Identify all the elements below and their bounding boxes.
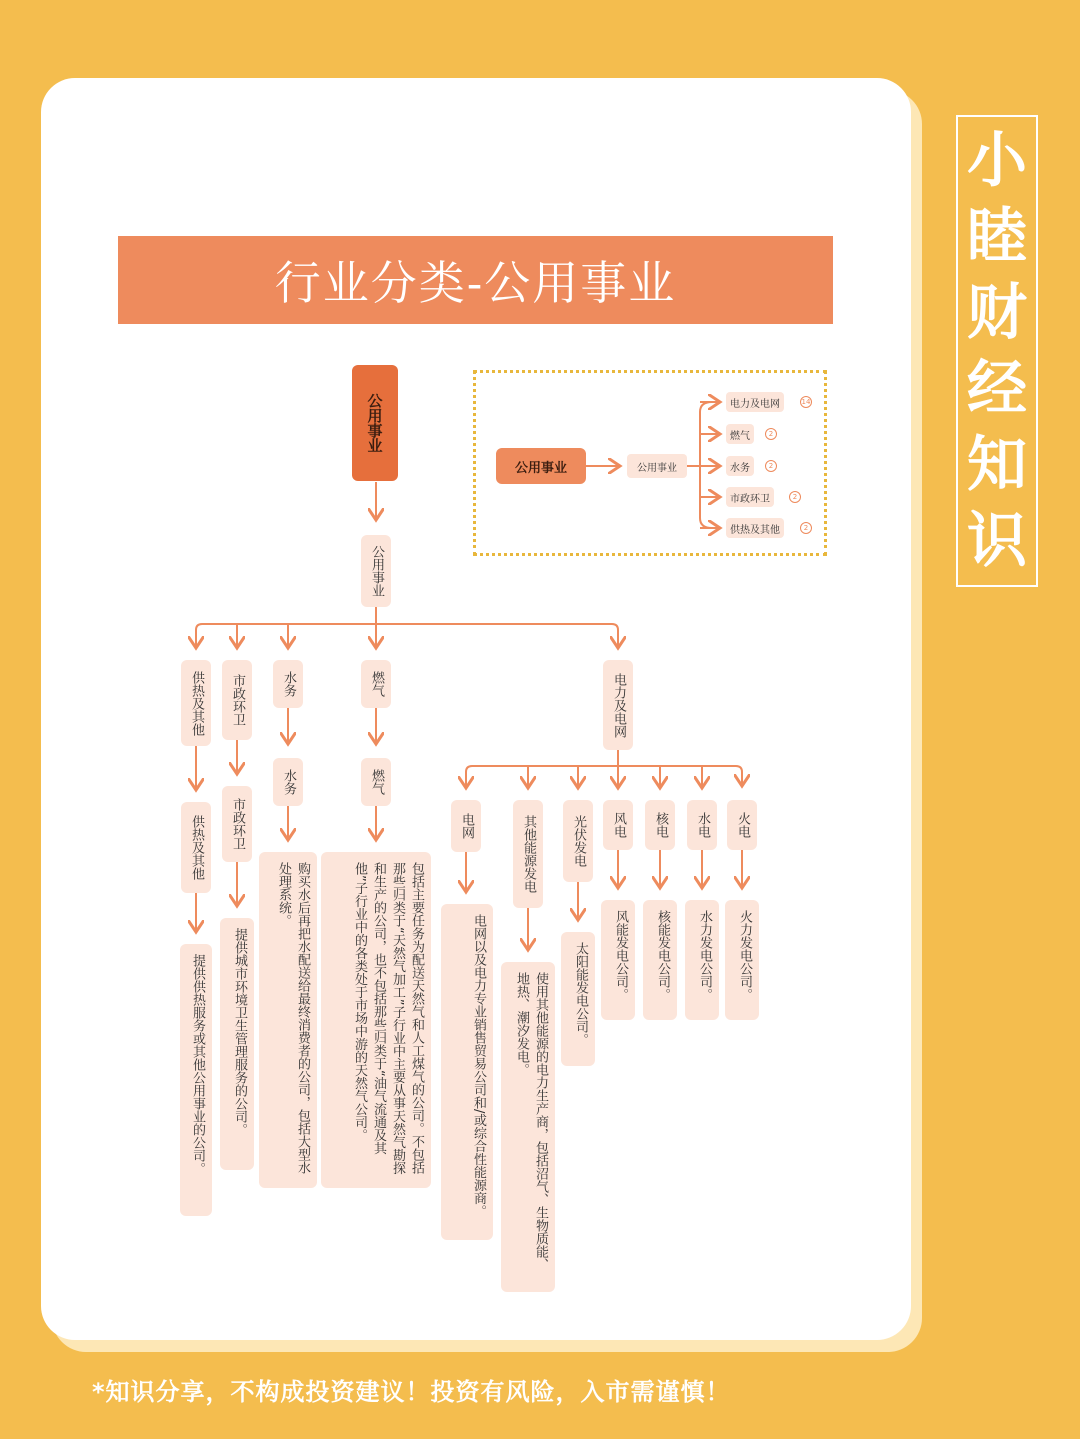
tree-level1: 公用事业 [361, 535, 391, 607]
desc-sanitation: 提供城市环境卫生管理服务的公司。 [220, 918, 254, 1170]
power-grid: 电网 [451, 800, 481, 852]
overview-count-badge: 14 [801, 398, 811, 406]
power-thermal: 火电 [727, 800, 757, 850]
branch-power: 电力及电网 [603, 660, 633, 750]
overview-mid: 公用事业 [627, 454, 687, 478]
overview-count-badge: 2 [789, 491, 801, 503]
desc-water: 购买水后再把水配送给最终消费者的公司，包括大型水处理系统。 [259, 852, 317, 1188]
branch-heating: 供热及其他 [181, 660, 211, 746]
overview-item: 燃气 [726, 424, 754, 444]
desc-gas: 包括主要任务为配送天然气和人工煤气的公司。不包括那些归类于“天然气加工”子行业中主要从事天然气勘探和生产的公司，也不包括那些归类于“油气流通及其他”子行业中的各类处于市场中游的天然气公司。 [321, 852, 431, 1188]
overview-item: 电力及电网 [726, 392, 784, 412]
overview-count-badge: 2 [800, 522, 812, 534]
desc-hydro: 水力发电公司。 [685, 900, 719, 1020]
brand-char: 识 [967, 506, 1027, 576]
desc-thermal: 火力发电公司。 [725, 900, 759, 1020]
sub-heating: 供热及其他 [181, 802, 211, 893]
desc-wind: 风能发电公司。 [601, 900, 635, 1020]
overview-root: 公用事业 [496, 448, 586, 484]
brand-char: 知 [967, 430, 1027, 500]
desc-heating: 提供供热服务或其他公用事业的公司。 [180, 944, 212, 1216]
desc-solar: 太阳能发电公司。 [561, 932, 595, 1066]
power-wind: 风电 [603, 800, 633, 850]
desc-nuclear: 核能发电公司。 [643, 900, 677, 1020]
page-title: 行业分类-公用事业 [118, 236, 833, 324]
desc-grid: 电网以及电力专业销售贸易公司和/或综合性能源商。 [441, 904, 493, 1240]
power-nuclear: 核电 [645, 800, 675, 850]
desc-other: 使用其他能源的电力生产商，包括沼气、生物质能、地热、潮汐发电。 [501, 962, 555, 1292]
brand-char: 经 [967, 354, 1027, 424]
branch-water: 水务 [273, 660, 303, 708]
power-hydro: 水电 [687, 800, 717, 850]
disclaimer-footer: *知识分享，不构成投资建议！投资有风险，入市需谨慎！ [92, 1378, 731, 1406]
overview-count-badge: 2 [765, 428, 777, 440]
overview-item: 水务 [726, 456, 754, 476]
sub-water: 水务 [273, 758, 303, 806]
brand-char: 睦 [967, 202, 1027, 272]
sub-gas: 燃气 [361, 758, 391, 806]
overview-count-badge: 2 [765, 460, 777, 472]
overview-item: 供热及其他 [726, 518, 784, 538]
branch-gas: 燃气 [361, 660, 391, 708]
brand-char: 财 [967, 278, 1027, 348]
brand-char: 小 [967, 126, 1027, 196]
power-solar: 光伏发电 [563, 800, 593, 882]
power-other: 其他能源发电 [513, 800, 543, 908]
branch-sanitation: 市政环卫 [222, 660, 252, 740]
overview-item: 市政环卫 [726, 487, 774, 507]
sub-sanitation: 市政环卫 [222, 786, 252, 862]
tree-root: 公用事业 [352, 365, 398, 481]
